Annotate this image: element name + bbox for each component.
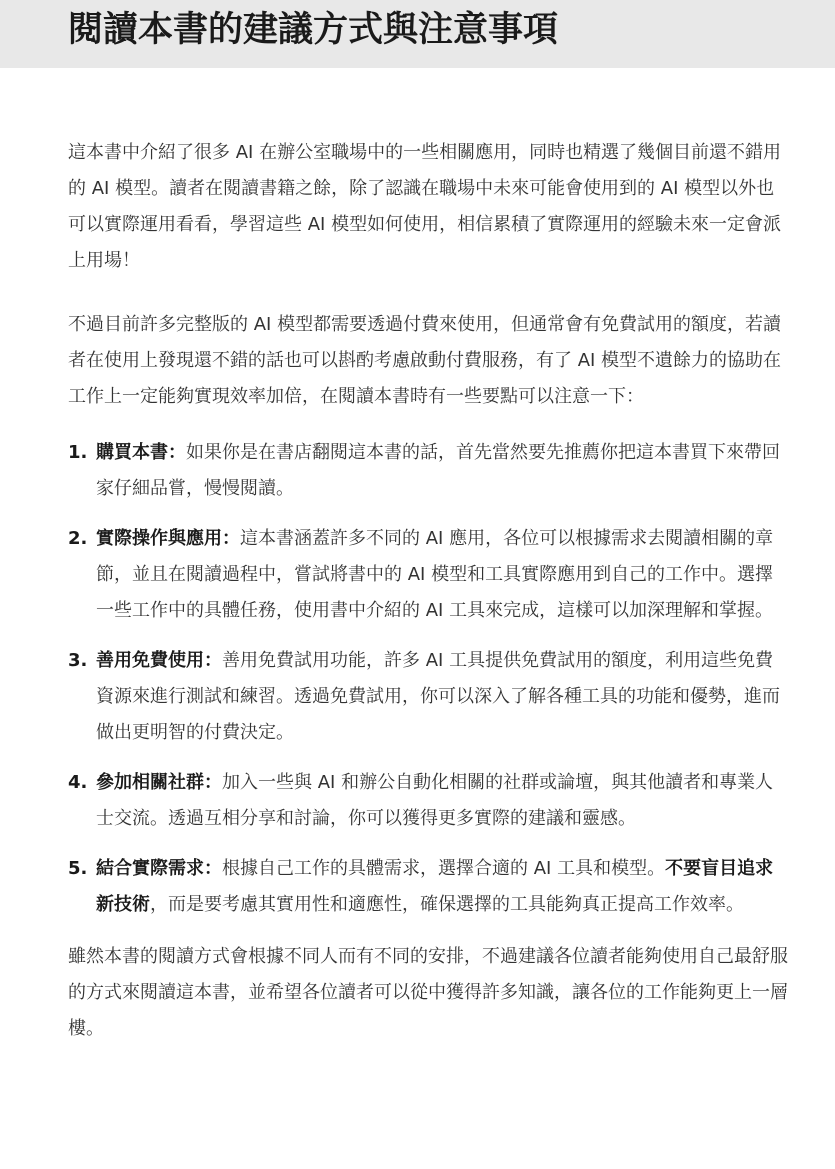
list-item xyxy=(68,521,788,629)
list-item-text: 這本書涵蓋許多不同的 AI 應用，各位可以根據需求去閱讀相關的章節，並且在閱讀過程中，嘗試將書中的 AI 模型和工具實際應用到自己的工作中。選擇一些工作中的具體任務，使用書中介紹的 AI 工具來完成，這樣可以加深理解和掌握。 xyxy=(96,528,774,621)
list-item-number: 5. xyxy=(68,858,88,879)
list-item-text: 如果你是在書店翻閱這本書的話，首先當然要先推薦你把這本書買下來帶回家仔細品嘗，慢慢閱讀。 xyxy=(96,442,780,499)
list-item-text: 善用免費試用功能，許多 AI 工具提供免費試用的額度，利用這些免費資源來進行測試和練習。透過免費試用，你可以深入了解各種工具的功能和優勢，進而做出更明智的付費決定。 xyxy=(96,650,780,743)
list-item-text: 根據自己工作的具體需求，選擇合適的 AI 工具和模型。 xyxy=(222,858,666,879)
list-item xyxy=(68,765,788,837)
list-item-text-after: ，而是要考慮其實用性和適應性，確保選擇的工具能夠真正提高工作效率。 xyxy=(150,894,744,915)
list-item xyxy=(68,435,788,507)
intro-paragraph: 這本書中介紹了很多 AI 在辦公室職場中的一些相關應用，同時也精選了幾個目前還不錯用的 AI 模型。讀者在閱讀書籍之餘，除了認識在職場中未來可能會使用到的 AI 模型以外也可以實際運用看看，學習這些 AI 模型如何使用，相信累積了實際運用的經驗未來一定會派上用場！ xyxy=(68,142,782,271)
list-item-title: 參加相關社群： xyxy=(96,772,222,793)
page-title: 閱讀本書的建議方式與注意事項 xyxy=(68,10,559,50)
title-banner xyxy=(0,0,835,68)
list-item-number: 3. xyxy=(68,650,88,671)
list-item-emphasis: 不要盲目追求新技術 xyxy=(96,858,774,915)
list-item-text: 加入一些與 AI 和辦公自動化相關的社群或論壇，與其他讀者和專業人士交流。透過互相分享和討論，你可以獲得更多實際的建議和靈感。 xyxy=(96,772,774,829)
list-item xyxy=(68,851,788,923)
list-item-number: 4. xyxy=(68,772,88,793)
list-item-title: 購買本書： xyxy=(96,442,186,463)
list-item-title: 結合實際需求： xyxy=(96,858,222,879)
list-item-number: 2. xyxy=(68,528,88,549)
intro-paragraph: 不過目前許多完整版的 AI 模型都需要透過付費來使用，但通常會有免費試用的額度，若讀者在使用上發現還不錯的話也可以斟酌考慮啟動付費服務，有了 AI 模型不遺餘力的協助在工作上一定能夠實現效率加倍，在閱讀本書時有一些要點可以注意一下： xyxy=(68,314,782,407)
closing-paragraph: 雖然本書的閱讀方式會根據不同人而有不同的安排，不過建議各位讀者能夠使用自己最舒服的方式來閱讀這本書，並希望各位讀者可以從中獲得許多知識，讓各位的工作能夠更上一層樓。 xyxy=(68,946,788,1039)
list-item-number: 1. xyxy=(68,442,88,463)
list-item-title: 實際操作與應用： xyxy=(96,528,240,549)
document-body xyxy=(68,135,788,1047)
list-item xyxy=(68,643,788,751)
list-item-title: 善用免費使用： xyxy=(96,650,222,671)
tips-list xyxy=(68,435,788,923)
